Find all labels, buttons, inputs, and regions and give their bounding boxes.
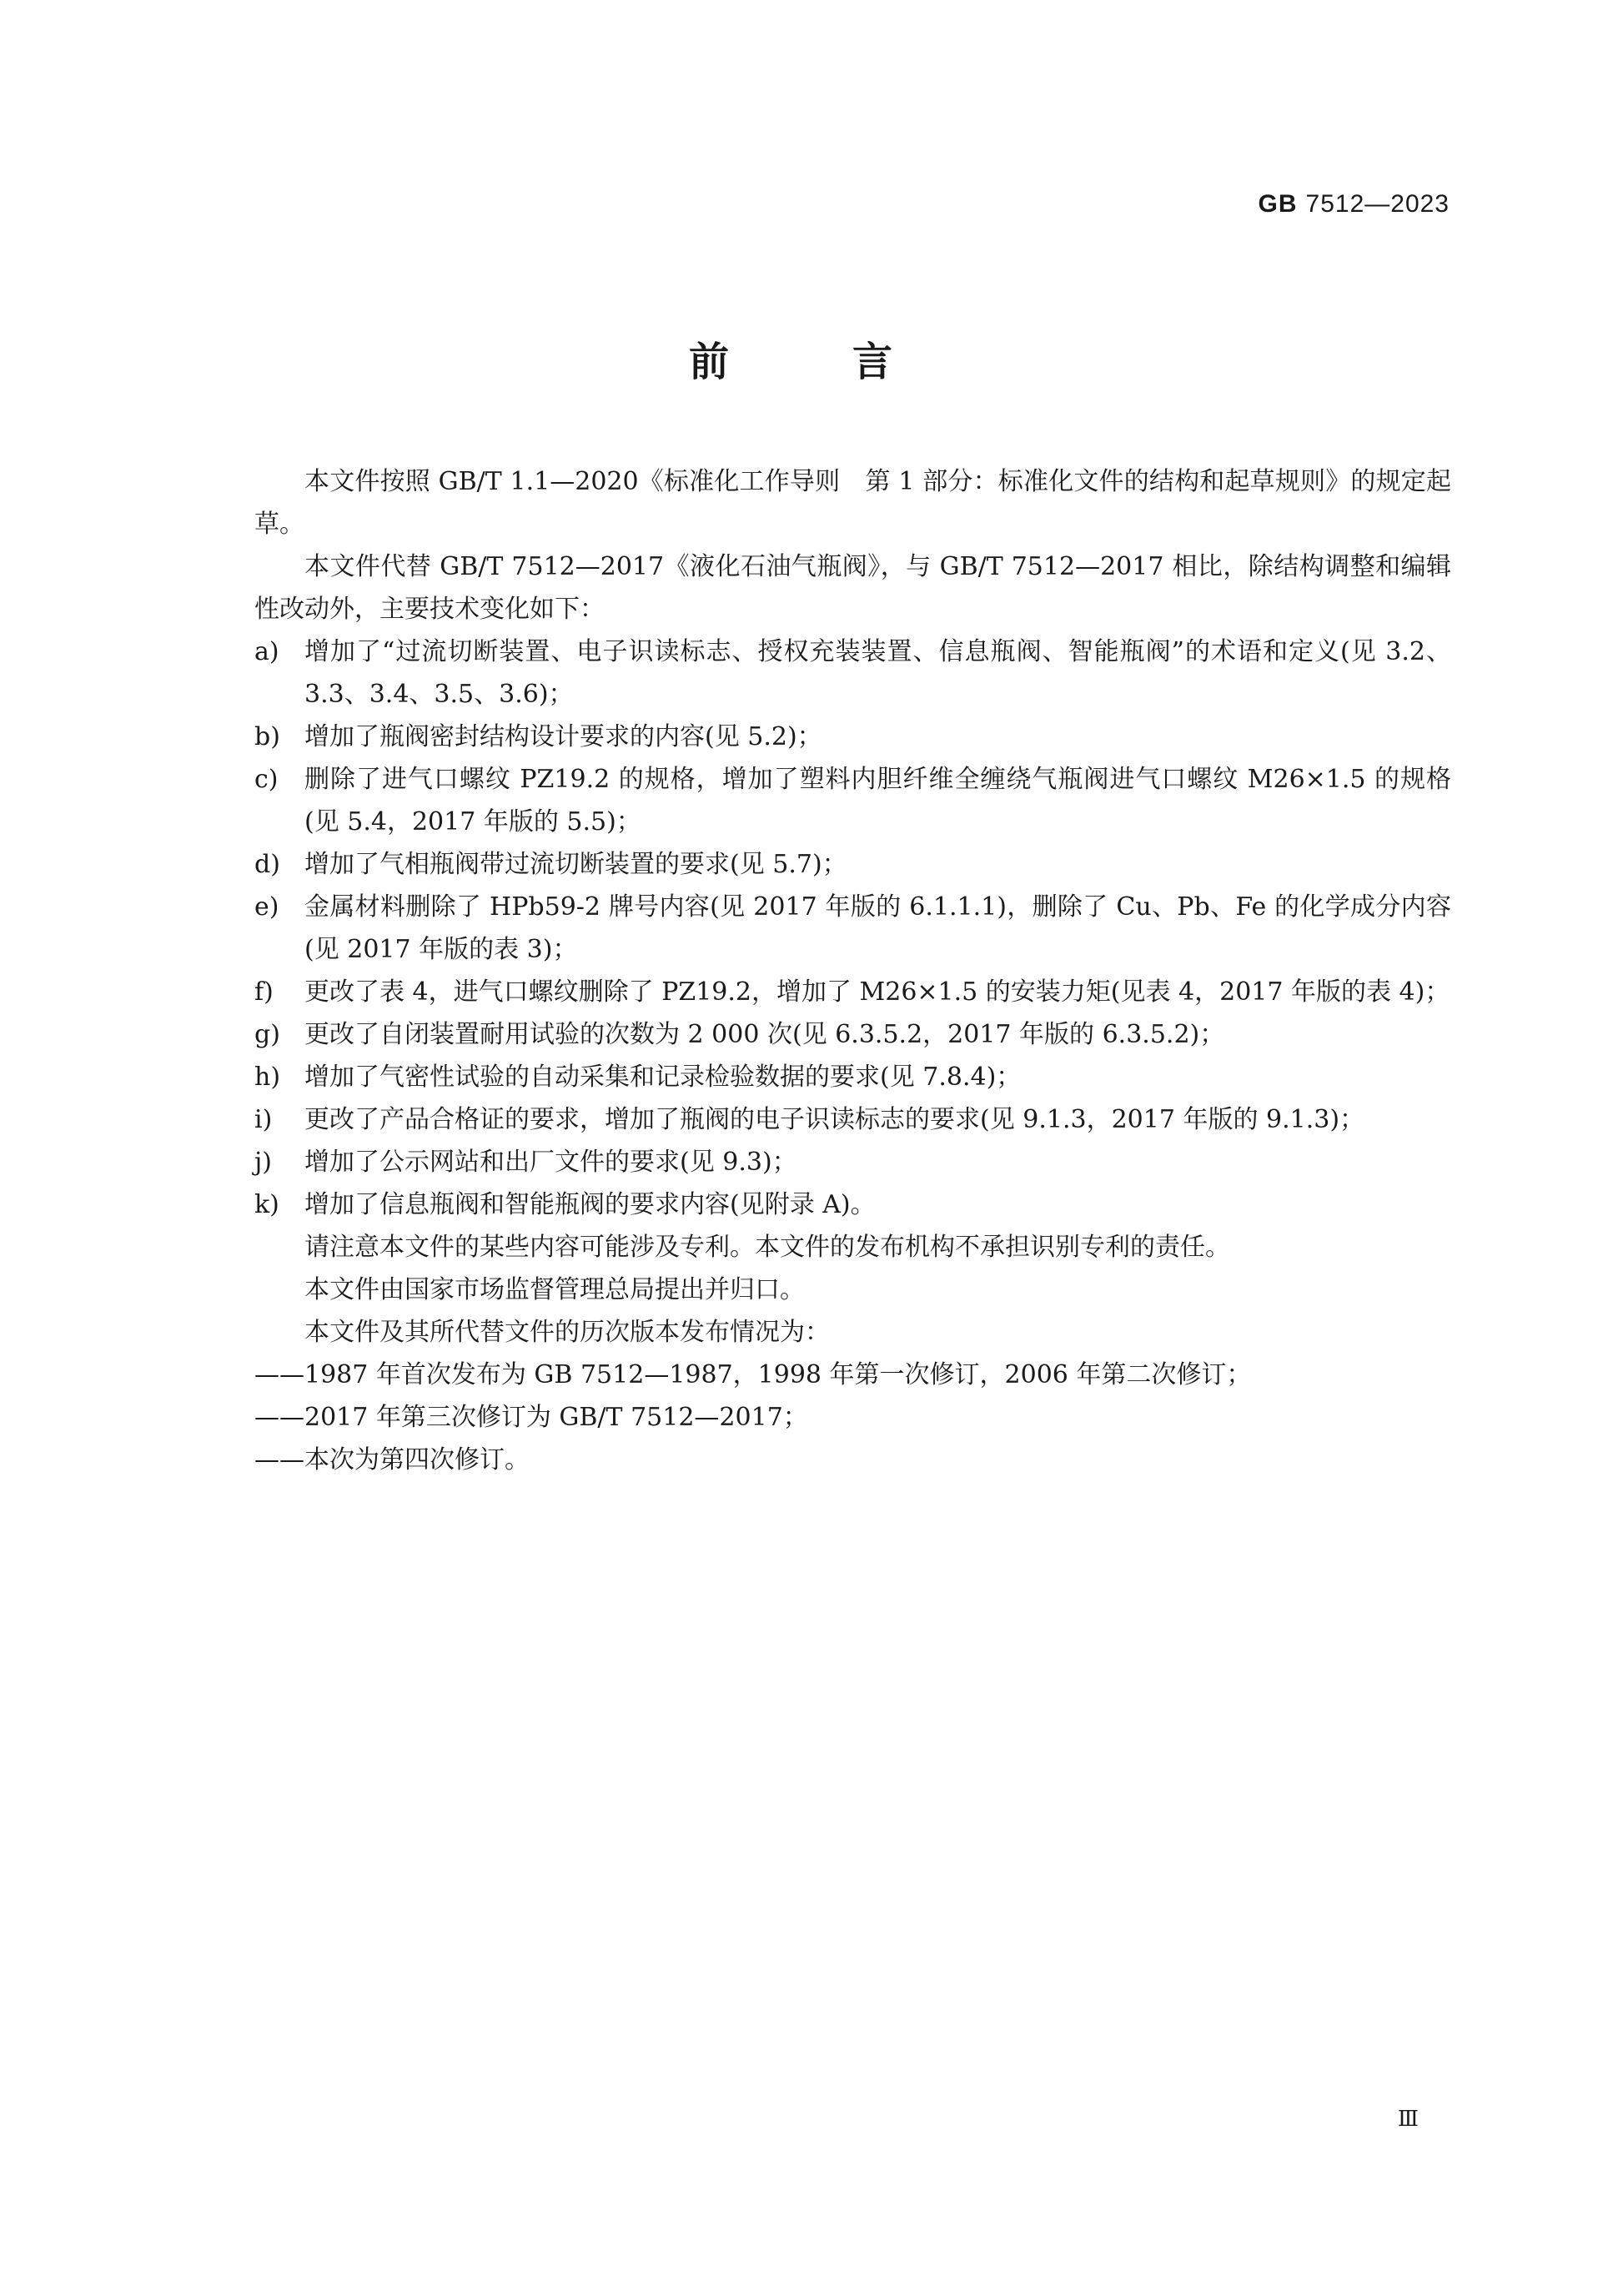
list-item-text: 更改了产品合格证的要求，增加了瓶阀的电子识读标志的要求(见 9.1.3，2017 年版的 9.1.3)；	[304, 1105, 1365, 1134]
drafting-rule-paragraph: 本文件按照 GB/T 1.1—2020《标准化工作导则 第 1 部分：标准化文件的结构和起草规则》的规定起草。	[254, 467, 1451, 539]
list-item-text: 更改了自闭装置耐用试验的次数为 2 000 次(见 6.3.5.2，2017 年版的 6.3.5.2)；	[304, 1020, 1225, 1049]
list-item	[254, 716, 1451, 758]
history-item: ——2017 年第三次修订为 GB/T 7512—2017；	[254, 1403, 808, 1432]
replacement-paragraph: 本文件代替 GB/T 7512—2017《液化石油气瓶阀》，与 GB/T 7512—2017 相比，除结构调整和编辑性改动外，主要技术变化如下：	[254, 552, 1451, 624]
list-item-text: 增加了气相瓶阀带过流切断装置的要求(见 5.7)；	[304, 850, 847, 879]
list-item-text: 增加了气密性试验的自动采集和记录检验数据的要求(见 7.8.4)；	[304, 1063, 1022, 1092]
standard-number	[1259, 190, 1450, 219]
page-number: Ⅲ	[1397, 2107, 1419, 2132]
standard-code: 7512—2023	[1305, 190, 1450, 218]
list-item	[254, 1056, 1451, 1098]
list-item-text: 增加了“过流切断装置、电子识读标志、授权充装装置、信息瓶阀、智能瓶阀”的术语和定义(见 3.2、3.3、3.4、3.5、3.6)；	[304, 637, 1451, 709]
list-marker: i)	[254, 1105, 273, 1134]
list-item-text: 删除了进气口螺纹 PZ19.2 的规格，增加了塑料内胆纤维全缠绕气瓶阀进气口螺纹 M26×1.5 的规格(见 5.4，2017 年版的 5.5)；	[304, 765, 1451, 837]
list-item-text: 金属材料删除了 HPb59-2 牌号内容(见 2017 年版的 6.1.1.1)，删除了 Cu、Pb、Fe 的化学成分内容(见 2017 年版的表 3)；	[304, 892, 1451, 964]
list-item	[254, 1141, 1451, 1183]
list-item	[254, 843, 1451, 886]
history-item: ——1987 年首次发布为 GB 7512—1987，1998 年第一次修订，2006 年第二次修订；	[254, 1360, 1252, 1389]
list-marker: j)	[254, 1148, 273, 1177]
list-item	[254, 631, 1451, 716]
list-item-text: 增加了公示网站和出厂文件的要求(见 9.3)；	[304, 1148, 797, 1177]
list-marker: h)	[254, 1063, 281, 1092]
history-intro: 本文件及其所代替文件的历次版本发布情况为：	[304, 1318, 830, 1347]
list-item-text: 增加了瓶阀密封结构设计要求的内容(见 5.2)；	[304, 722, 822, 751]
list-marker: d)	[254, 850, 280, 879]
list-marker: k)	[254, 1190, 279, 1219]
list-item	[254, 758, 1451, 843]
list-item-text: 增加了信息瓶阀和智能瓶阀的要求内容(见附录 A)。	[304, 1190, 876, 1219]
changes-list	[254, 631, 1451, 1226]
list-marker: b)	[254, 722, 280, 751]
list-item	[254, 971, 1451, 1013]
list-marker: a)	[254, 637, 279, 666]
list-marker: e)	[254, 892, 279, 922]
list-marker: g)	[254, 1020, 280, 1049]
foreword-body	[254, 460, 1451, 1481]
list-marker: c)	[254, 765, 279, 794]
list-marker: f)	[254, 977, 274, 1007]
history-item: ——本次为第四次修订。	[254, 1445, 530, 1475]
list-item-text: 更改了表 4，进气口螺纹删除了 PZ19.2，增加了 M26×1.5 的安装力矩(见表 4，2017 年版的表 4)；	[304, 977, 1450, 1007]
patent-notice: 请注意本文件的某些内容可能涉及专利。本文件的发布机构不承担识别专利的责任。	[304, 1233, 1230, 1262]
proposer-statement: 本文件由国家市场监督管理总局提出并归口。	[304, 1275, 805, 1304]
list-item	[254, 886, 1451, 971]
version-history	[254, 1354, 1451, 1481]
list-item	[254, 1183, 1451, 1226]
list-item	[254, 1013, 1451, 1056]
list-item	[254, 1098, 1451, 1141]
page-title: 前 言	[688, 339, 934, 385]
standard-prefix: GB	[1258, 190, 1298, 218]
